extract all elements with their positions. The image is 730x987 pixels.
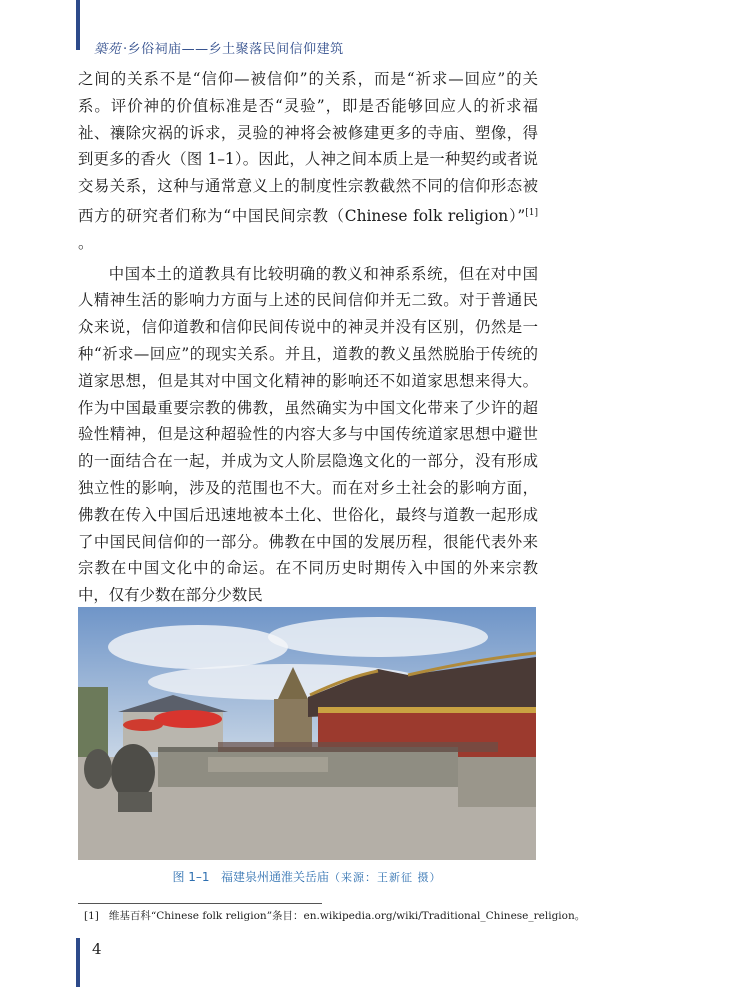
- footnote-number: [1]: [84, 910, 99, 922]
- figure-title: 福建泉州通淮关岳庙: [221, 870, 330, 884]
- railing-panel: [208, 757, 328, 772]
- figure-source: （来源：王新征 摄）: [329, 871, 442, 884]
- paragraph-1-end: 。: [78, 233, 94, 252]
- cloud: [268, 617, 488, 657]
- footnote-text: 维基百科“Chinese folk religion”条目：en.wikipedia.org/wiki/Traditional_Chinese_religion。: [108, 910, 586, 922]
- red-umbrella: [123, 719, 163, 731]
- figure-label: 图 1–1: [172, 870, 210, 884]
- cloud: [108, 625, 288, 669]
- running-header: [94, 38, 344, 57]
- temple-eave: [318, 707, 536, 713]
- header-title: 乡俗祠庙——乡土聚落民间信仰建筑: [127, 42, 344, 57]
- paragraph-2: 中国本土的道教具有比较明确的教义和神系系统，但在对中国人精神生活的影响力方面与上述的民间信仰并无二致。对于普通民众来说，信仰道教和信仰民间传说中的神灵并没有区别，仍然是一种“祈求—回应”的现实关系。并且，道教的教义虽然脱胎于传统的道家思想，但是其对中国文化精神的影响还不如道家思想来得大。作为中国最重要宗教的佛教，虽然确实为中国文化带来了少许的超验性精神，但是这种超验性的内容大多与中国传统道家思想中避世的一面结合在一起，并成为文人阶层隐逸文化的一部分，没有形成独立性的影响，涉及的范围也不大。而在对乡土社会的影响方面，佛教在传入中国后迅速地被本土化、世俗化，最终与道教一起形成了中国民间信仰的一部分。佛教在中国的发展历程，很能代表外来宗教在中国文化中的命运。在不同历史时期传入中国的外来宗教中，仅有少数在部分少数民: [78, 264, 538, 605]
- footnote-reference[interactable]: [1]: [525, 207, 538, 218]
- stairs: [458, 757, 536, 807]
- header-accent-bar: [76, 0, 80, 50]
- stone-lion: [111, 744, 155, 800]
- lion-pedestal: [118, 792, 152, 812]
- stone-lion: [84, 749, 112, 789]
- footnote: [84, 908, 586, 923]
- crowd: [218, 742, 498, 752]
- paragraph-1-text: 之间的关系不是“信仰—被信仰”的关系，而是“祈求—回应”的关系。评价神的价值标准是否“灵验”，即是否能够回应人的祈求福祉、禳除灾祸的诉求，灵验的神将会被修建更多的寺庙、塑像，得到更多的香火（图 1–1）。因此，人神之间本质上是一种契约或者说交易关系，这种与通常意义上的制度性宗教截然不同的信仰形态被西方的研究者们称为“中国民间宗教（Chinese folk religion）”: [78, 70, 538, 225]
- footer-accent-bar: [76, 938, 80, 987]
- body-text: [78, 66, 538, 609]
- temple-photo-illustration: [78, 607, 536, 860]
- figure-caption: [78, 868, 536, 885]
- temple-photo: [78, 607, 536, 860]
- red-umbrella: [154, 710, 222, 728]
- footnote-divider: [78, 903, 322, 904]
- header-separator: ·: [123, 42, 128, 57]
- page-number: 4: [92, 940, 102, 958]
- header-logo-mark: 築苑: [94, 42, 122, 57]
- paragraph-1: [78, 66, 538, 257]
